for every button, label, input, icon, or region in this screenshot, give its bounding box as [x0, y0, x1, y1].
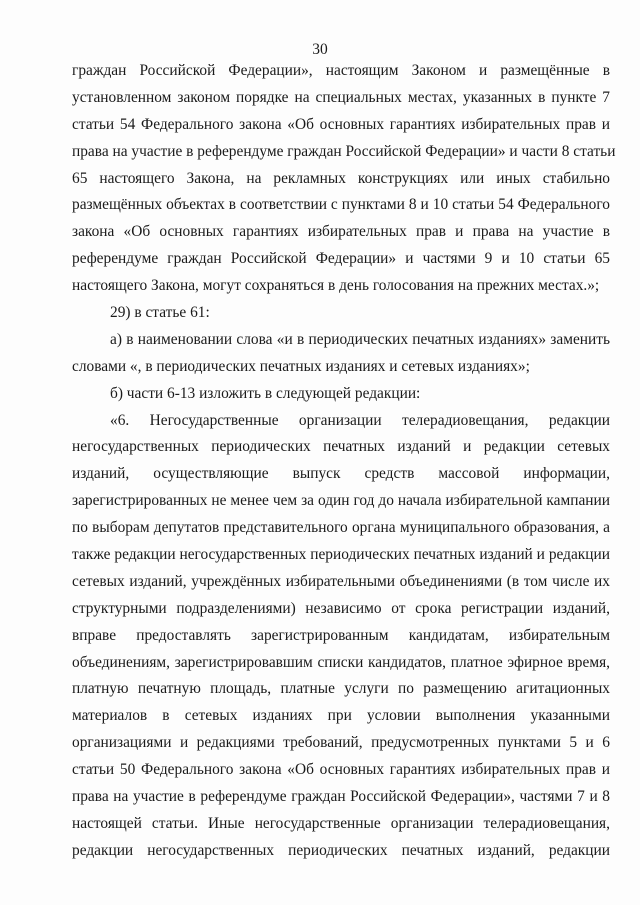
text-line: статьи 54 Федерального закона «Об основных гарантиях избирательных прав и [72, 115, 610, 133]
text-line: 29) в статье 61: [110, 304, 210, 322]
text-line: «6. Негосударственные организации телерадиовещания, редакции [110, 411, 610, 429]
text-line: референдуме граждан Российской Федерации» и частями 9 и 10 статьи 65 [72, 250, 610, 268]
text-line: настоящей статьи. Иные негосударственные организации телерадиовещания, [72, 814, 610, 832]
text-line: настоящего Закона, могут сохраняться в день голосования на прежних местах.»; [72, 277, 600, 295]
text-line: статьи 50 Федерального закона «Об основных гарантиях избирательных прав и [72, 761, 610, 779]
text-line: структурными подразделениями) независимо от срока регистрации изданий, [72, 599, 610, 617]
text-line: зарегистрированных не менее чем за один год до начала избирательной кампании [72, 492, 610, 510]
text-line: размещённых объектах в соответствии с пунктами 8 и 10 статьи 54 Федерального [72, 196, 610, 214]
text-line: редакции негосударственных периодических печатных изданий, редакции [72, 841, 610, 859]
text-line: а) в наименовании слова «и в периодических печатных изданиях» заменить [110, 330, 610, 348]
text-line: также редакции негосударственных периодических печатных изданий и редакции [72, 546, 610, 564]
text-line: вправе предоставлять зарегистрированным кандидатам, избирательным [72, 626, 610, 644]
text-line: негосударственных периодических печатных изданий и редакции сетевых [72, 438, 610, 456]
text-line: права на участие в референдуме граждан Российской Федерации» и части 8 статьи [72, 142, 616, 160]
text-line: установленном законом порядке на специальных местах, указанных в пункте 7 [72, 88, 610, 106]
text-line: материалов в сетевых изданиях при условии выполнения указанными [72, 707, 610, 725]
document-body [72, 58, 616, 865]
text-line: организациями и редакциями требований, предусмотренных пунктами 5 и 6 [72, 734, 610, 752]
text-line: права на участие в референдуме граждан Российской Федерации», частями 7 и 8 [72, 788, 610, 806]
text-line: 65 настоящего Закона, на рекламных конструкциях или иных стабильно [72, 169, 610, 187]
text-line: граждан Российской Федерации», настоящим Законом и размещённые в [72, 62, 610, 79]
text-line: изданий, осуществляющие выпуск средств массовой информации, [72, 465, 610, 483]
text-line: б) части 6-13 изложить в следующей редакции: [110, 384, 421, 402]
text-line: платную печатную площадь, платные услуги по размещению агитационных [72, 680, 610, 698]
page-number: 30 [312, 41, 328, 58]
text-line: по выборам депутатов представительного органа муниципального образования, а [72, 519, 610, 537]
text-line: сетевых изданий, учреждённых избирательными объединениями (в том числе их [72, 572, 610, 590]
text-line: закона «Об основных гарантиях избирательных прав и права на участие в [72, 223, 610, 241]
text-line: словами «, в периодических печатных изданиях и сетевых изданиях»; [72, 357, 530, 375]
text-line: объединениям, зарегистрировавшим списки кандидатов, платное эфирное время, [72, 653, 610, 671]
